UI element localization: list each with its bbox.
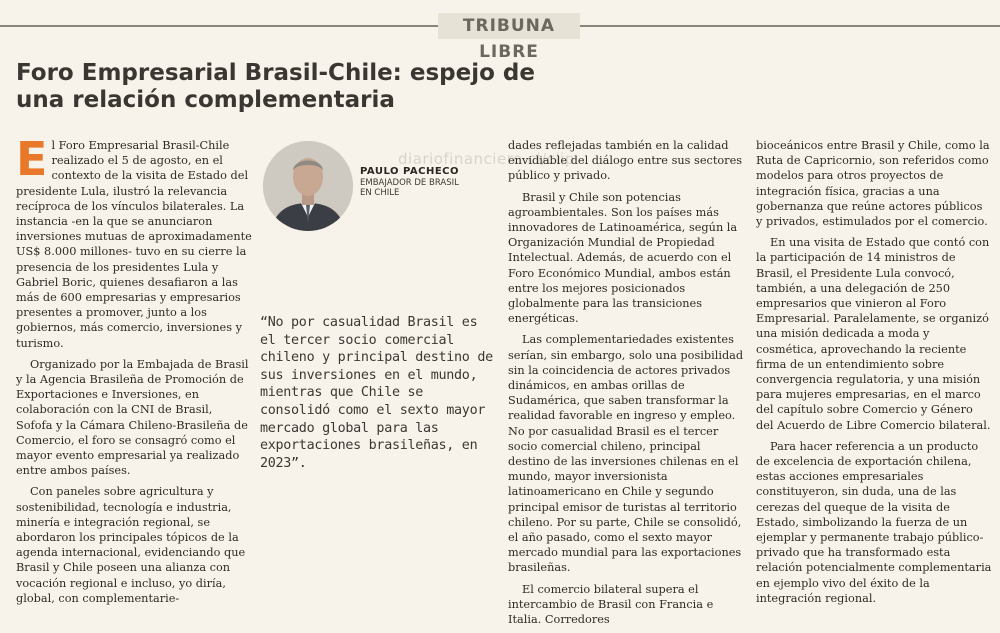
person-icon [263, 141, 353, 231]
watermark: diariofinanciero.cl/clip [398, 150, 575, 168]
paragraph: El comercio bilateral supera el intercambio de Brasil con Francia e Italia. Corredores [508, 582, 714, 627]
paragraph: Brasil y Chile son potencias agroambientales. Son los países más innovadores de Latinoamérica, según la Organización Mundial de Propiedad Intelectual. Además, de acuerdo con el Foro Económico Mundial, ambos están entre los mejores posicionados globalmente para las transiciones energéticas. [508, 190, 738, 326]
article-column-1 [16, 132, 252, 612]
pull-quote: “No por casualidad Brasil es el tercer socio comercial chileno y principal destino de sus inversiones en el mundo, mientras que Chile se consolidó como el sexto mayor mercado global para las exportaciones brasileñas, en 2023”. [260, 315, 493, 471]
article-column-2 [508, 138, 744, 633]
author-name: PAULO PACHECO [360, 166, 459, 177]
paragraph: bioceánicos entre Brasil y Chile, como la Ruta de Capricornio, son referidos como modelos para otros proyectos de integración física, gracias a una gobernanza que reúne actores públicos y privados, estimulados por el comercio. [756, 139, 990, 229]
paragraph: Con paneles sobre agricultura y sostenibilidad, tecnología e industria, minería e integración regional, se abordaron los principales tópicos de la agenda internacional, evidenciando que Brasil y Chile poseen una alianza con vocación regional e incluso, yo diría, global, con complementarie- [16, 485, 246, 605]
author-role: EMBAJADOR DE BRASIL EN CHILE [360, 178, 459, 198]
paragraph: Para hacer referencia a un producto de excelencia de exportación chilena, estas acciones empresariales constituyeron, sin duda, una de las cerezas del queque de la visita de Estado, simbolizando la fuerza de un ejemplar y permanente trabajo público-privado que ha transformado esta relación potencialmente complementaria en ejemplo vivo del éxito de la integración regional. [756, 439, 992, 605]
paragraph: El Foro Empresarial Brasil-Chile realizado el 5 de agosto, en el contexto de la visita de Estado del presidente Lula, ilustró la relevancia recíproca de los vínculos bilaterales. La instancia -en la que se anunciaron inversiones mutuas de aproximadamente US$ 8.000 millones- tuvo en su cierre la presencia de los presidentes Lula y Gabriel Boric, quienes desafiaron a las más de 600 empresarias y empresarios presentes a promover, junto a los gobiernos, más comercio, inversiones y turismo. [16, 132, 252, 350]
header-rule-left [0, 25, 438, 27]
section-label: TRIBUNA LIBRE [438, 13, 580, 39]
author-byline [360, 166, 490, 198]
headline: Foro Empresarial Brasil-Chile: espejo de una relación complementaria [16, 60, 535, 113]
drop-cap: E [16, 132, 48, 186]
paragraph: Organizado por la Embajada de Brasil y la Agencia Brasileña de Promoción de Exportaciones e Inversiones, en colaboración con la CNI de Brasil, Sofofa y la Cámara Chileno-Brasileña de Comercio, el foro se consagró como el mayor evento empresarial ya realizado entre ambos países. [16, 357, 249, 478]
paragraph: En una visita de Estado que contó con la participación de 14 ministros de Brasil, el Presidente Lula convocó, también, a una delegación de 250 empresarios que vinieron al Foro Empresarial. Paralelamente, se organizó una misión dedicada a moda y cosmética, aprovechando la reciente firma de un entendimiento sobre convergencia regulatoria, y una misión para mujeres empresarias, en el marco del capítulo sobre Comercio y Género del Acuerdo de Libre Comercio bilateral. [756, 236, 991, 432]
paragraph: Las complementariedades existentes serían, sin embargo, solo una posibilidad sin la coincidencia de actores privados dinámicos, en ambas orillas de Sudamérica, que saben transformar la realidad favorable en ingreso y empleo. No por casualidad Brasil es el tercer socio comercial chileno, principal destino de las inversiones chilenas en el mundo, mayor inversionista latinoamericano en Chile y segundo principal emisor de turistas al territorio chileno. Por su parte, Chile se consolidó, el año pasado, como el sexto mayor mercado mundial para las exportaciones brasileñas. [508, 333, 744, 575]
header-rule-right [580, 25, 1000, 27]
author-portrait [263, 141, 353, 231]
article-column-3 [756, 138, 992, 612]
paragraph: dades reflejadas también en la calidad envidiable del diálogo entre sus sectores público y privado. [508, 139, 743, 183]
